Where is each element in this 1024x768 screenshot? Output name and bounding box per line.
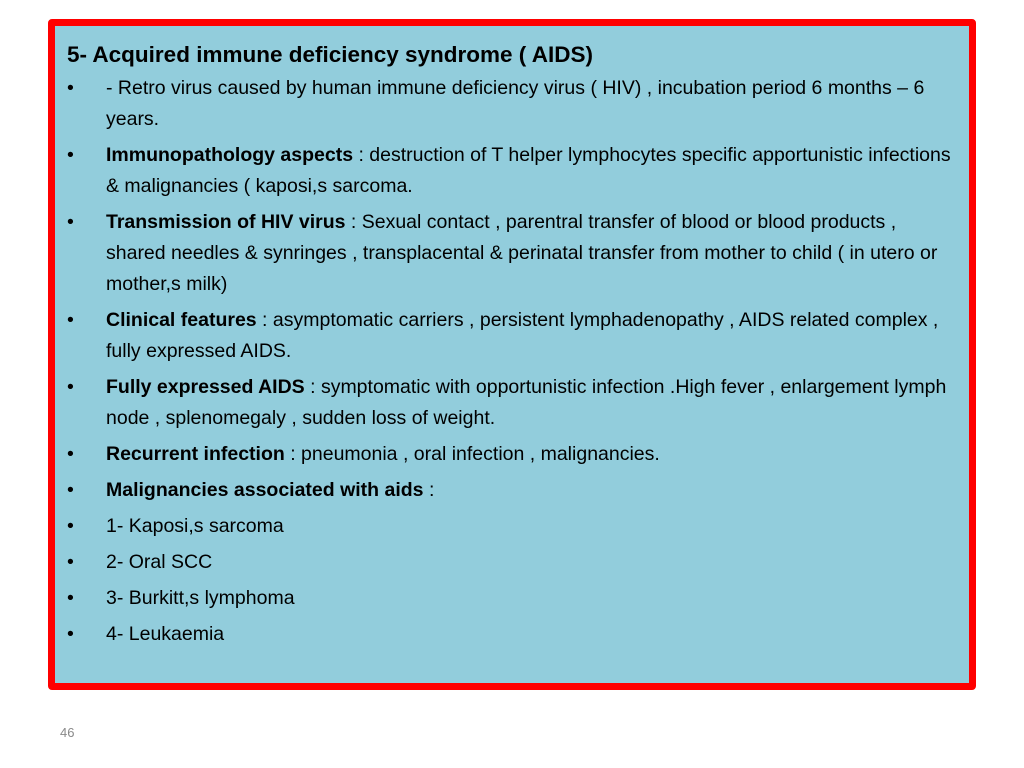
list-item xyxy=(67,439,961,470)
item-term: Transmission of HIV virus xyxy=(106,211,346,233)
bullet-icon: • xyxy=(67,443,74,465)
bullet-icon: • xyxy=(67,77,74,99)
item-text: : asymptomatic carriers , persistent lymphadenopathy , AIDS related complex , fully expressed AIDS. xyxy=(106,309,939,362)
slide-title: 5- Acquired immune deficiency syndrome ( AIDS) xyxy=(67,42,593,67)
item-text: - Retro virus caused by human immune deficiency virus ( HIV) , incubation period 6 months – 6 years. xyxy=(106,77,925,130)
bullet-icon: • xyxy=(67,515,74,537)
bullet-icon: • xyxy=(67,144,74,166)
bullet-icon: • xyxy=(67,623,74,645)
item-term: Recurrent infection xyxy=(106,443,285,465)
bullet-list xyxy=(67,73,961,650)
list-item xyxy=(67,583,961,614)
item-text: : destruction of T helper lymphocytes specific apportunistic infections & malignancies ( kaposi,s sarcoma. xyxy=(106,144,951,197)
item-term: Immunopathology aspects xyxy=(106,144,354,166)
item-text: 2- Oral SCC xyxy=(106,551,213,573)
item-text: 4- Leukaemia xyxy=(106,623,225,645)
list-item xyxy=(67,547,961,578)
list-item xyxy=(67,207,961,300)
bullet-icon: • xyxy=(67,551,74,573)
item-term: Clinical features xyxy=(106,309,257,331)
bullet-icon: • xyxy=(67,587,74,609)
list-item xyxy=(67,619,961,650)
list-item xyxy=(67,305,961,367)
list-item xyxy=(67,73,961,135)
bullet-icon: • xyxy=(67,376,74,398)
page-number: 46 xyxy=(60,725,75,740)
item-text: 3- Burkitt,s lymphoma xyxy=(106,587,295,609)
list-item xyxy=(67,140,961,202)
bullet-icon: • xyxy=(67,211,74,233)
item-text: : Sexual contact , parentral transfer of blood or blood products , shared needles & synringes , transplacental & perinatal transfer from mother to child ( in utero or mother,s milk) xyxy=(106,211,938,295)
list-item xyxy=(67,372,961,434)
bullet-icon: • xyxy=(67,479,74,501)
item-text: 1- Kaposi,s sarcoma xyxy=(106,515,284,537)
item-text: : xyxy=(423,479,435,501)
list-item xyxy=(67,475,961,506)
item-text: : pneumonia , oral infection , malignancies. xyxy=(284,443,660,465)
content-box xyxy=(48,19,976,690)
item-term: Fully expressed AIDS xyxy=(106,376,305,398)
bullet-icon: • xyxy=(67,309,74,331)
item-term: Malignancies associated with aids xyxy=(106,479,424,501)
item-text: : symptomatic with opportunistic infection .High fever , enlargement lymph node , splenomegaly , sudden loss of weight. xyxy=(106,376,947,429)
list-item xyxy=(67,511,961,542)
